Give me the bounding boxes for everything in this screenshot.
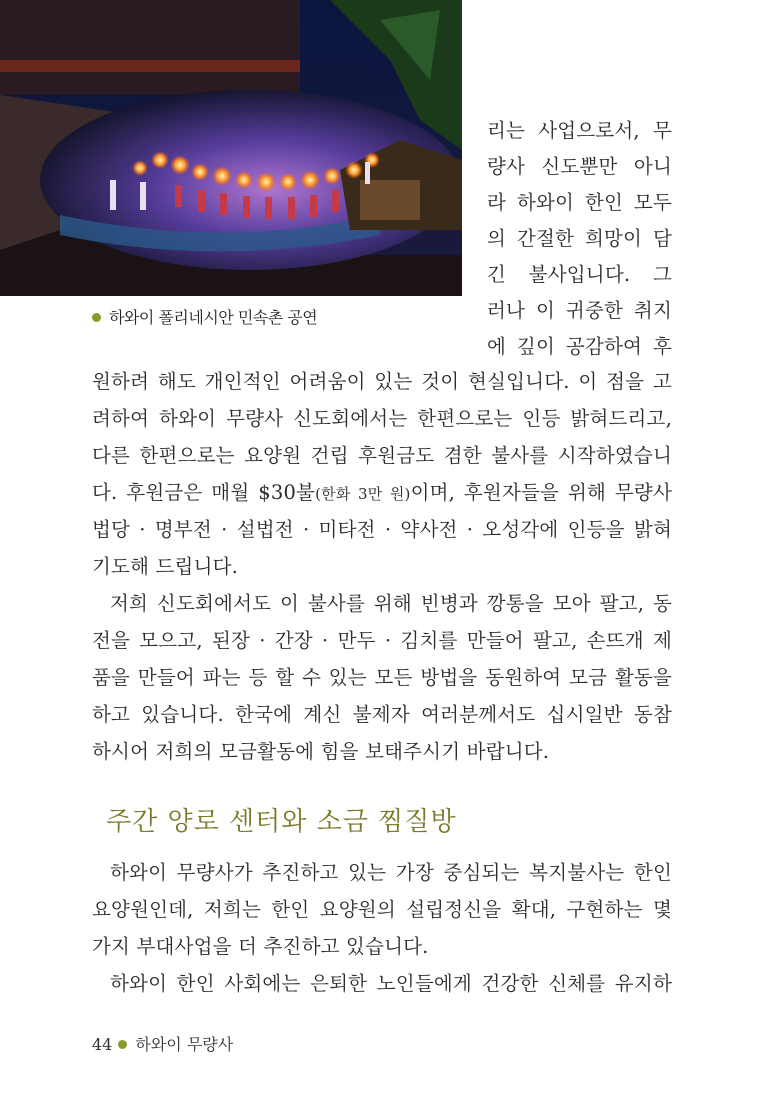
paragraph-line: 려하여 하와이 무량사 신도회에서는 한편으로는 인등 밝혀드리고, <box>92 407 672 430</box>
photo-caption <box>92 304 452 332</box>
paragraph-line: 하와이 한인 사회에는 은퇴한 노인들에게 건강한 신체를 유지하 <box>110 972 672 995</box>
bullet-icon <box>118 1040 127 1049</box>
side-text-line: 긴 불사입니다. 그 <box>487 263 672 286</box>
paragraph-text: 이며, 후원자들을 위해 무량사 <box>410 481 672 504</box>
bullet-icon <box>92 313 101 322</box>
performance-photo-graphic <box>0 0 462 296</box>
section-heading: 주간 양로 센터와 소금 찜질방 <box>106 807 457 837</box>
paragraph-line: 법당 · 명부전 · 설법전 · 미타전 · 약사전 · 오성각에 인등을 밝혀 <box>92 518 672 541</box>
side-text-line: 리는 사업으로서, 무 <box>487 119 672 142</box>
paragraph-line: 가지 부대사업을 더 추진하고 있습니다. <box>92 935 429 958</box>
side-text-line: 량사 신도뿐만 아니 <box>487 155 672 178</box>
side-text-line: 의 간절한 희망이 담 <box>487 227 672 250</box>
paragraph-line: 하시어 저희의 모금활동에 힘을 보태주시기 바랍니다. <box>92 740 550 763</box>
paragraph-line: 저희 신도회에서도 이 불사를 위해 빈병과 깡통을 모아 팔고, 동 <box>110 592 672 615</box>
paragraph-line: 기도해 드립니다. <box>92 555 239 578</box>
paragraph-line: 요양원인데, 저희는 한인 요양원의 설립정신을 확대, 구현하는 몇 <box>92 898 672 921</box>
photo-caption-text: 하와이 폴리네시안 민속촌 공연 <box>109 308 318 327</box>
paragraph-text: 다. 후원금은 매월 $30불 <box>92 481 316 504</box>
side-text-line: 라 하와이 한인 모두 <box>487 191 672 214</box>
paragraph-line <box>92 478 672 508</box>
paragraph-line: 전을 모으고, 된장 · 간장 · 만두 · 김치를 만들어 팔고, 손뜨개 제 <box>92 629 672 652</box>
performance-photo <box>0 0 462 296</box>
paragraph-note: (한화 3만 원) <box>315 485 411 503</box>
paragraph-line: 하와이 무량사가 추진하고 있는 가장 중심되는 복지불사는 한인 <box>110 861 672 884</box>
page-footer <box>92 1033 233 1057</box>
paragraph-line: 다른 한편으로는 요양원 건립 후원금도 겸한 불사를 시작하였습니 <box>92 444 672 467</box>
paragraph-line: 원하려 해도 개인적인 어려움이 있는 것이 현실입니다. 이 점을 고 <box>92 370 672 393</box>
page-number: 44 <box>92 1035 113 1054</box>
side-text-line: 에 깊이 공감하여 후 <box>487 335 672 358</box>
side-text-line: 러나 이 귀중한 취지 <box>487 299 672 322</box>
footer-title: 하와이 무량사 <box>135 1035 234 1054</box>
paragraph-line: 품을 만들어 파는 등 할 수 있는 모든 방법을 동원하여 모금 활동을 <box>92 666 672 689</box>
paragraph-line: 하고 있습니다. 한국에 계신 불제자 여러분께서도 십시일반 동참 <box>92 703 672 726</box>
